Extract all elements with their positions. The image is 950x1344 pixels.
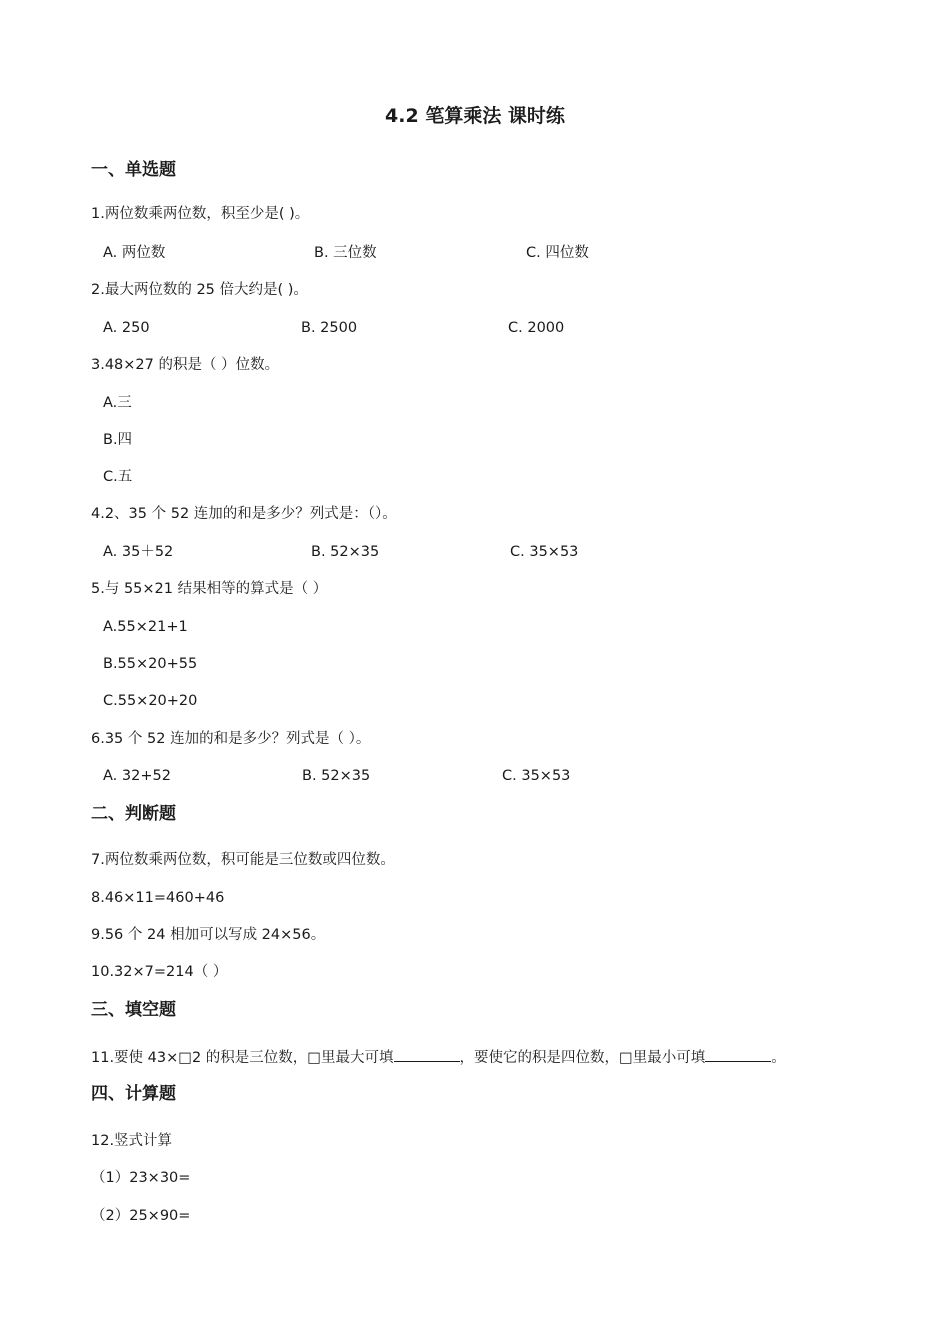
question-11-part1: 11.要使 43×□2 的积是三位数，□里最大可填: [91, 1050, 394, 1066]
question-4-option-c: C. 35×53: [510, 544, 579, 560]
question-1-option-b: B. 三位数: [314, 245, 377, 261]
question-12-sub-1: （1）23×30=: [91, 1170, 191, 1186]
question-3-option-a: A.三: [103, 395, 132, 411]
page-title: 4.2 笔算乘法 课时练: [385, 105, 565, 127]
question-3-option-b: B.四: [103, 432, 133, 448]
section-heading-single-choice: 一、单选题: [91, 160, 176, 180]
question-5-option-a: A.55×21+1: [103, 619, 188, 635]
question-12-stem: 12.竖式计算: [91, 1133, 173, 1149]
question-6-option-b: B. 52×35: [302, 768, 371, 784]
section-heading-true-false: 二、判断题: [91, 804, 176, 824]
question-10: 10.32×7=214（ ）: [91, 964, 228, 980]
question-5-option-c: C.55×20+20: [103, 693, 198, 709]
question-11-part3: 。: [771, 1050, 786, 1066]
question-11: [91, 1047, 786, 1067]
question-9: 9.56 个 24 相加可以写成 24×56。: [91, 927, 326, 943]
question-6-stem: 6.35 个 52 连加的和是多少？列式是（ ）。: [91, 731, 371, 747]
question-11-part2: ，要使它的积是四位数，□里最小可填: [459, 1050, 706, 1066]
question-7: 7.两位数乘两位数，积可能是三位数或四位数。: [91, 852, 395, 868]
section-heading-fill-in: 三、填空题: [91, 1000, 176, 1020]
question-5-option-b: B.55×20+55: [103, 656, 198, 672]
question-1-stem: 1.两位数乘两位数，积至少是( )。: [91, 206, 310, 222]
question-2-option-c: C. 2000: [508, 320, 565, 336]
question-4-stem: 4.2、35 个 52 连加的和是多少？列式是：（）。: [91, 506, 397, 522]
question-1-option-a: A. 两位数: [103, 245, 166, 261]
question-11-blank-1[interactable]: [394, 1047, 460, 1062]
question-2-option-a: A. 250: [103, 320, 150, 336]
question-12-sub-2: （2）25×90=: [91, 1208, 191, 1224]
question-2-stem: 2.最大两位数的 25 倍大约是( )。: [91, 282, 308, 298]
question-6-option-a: A. 32+52: [103, 768, 171, 784]
question-6-option-c: C. 35×53: [502, 768, 571, 784]
question-8: 8.46×11=460+46: [91, 890, 225, 906]
question-11-blank-2[interactable]: [705, 1047, 771, 1062]
question-3-option-c: C.五: [103, 469, 133, 485]
section-heading-calculation: 四、计算题: [91, 1084, 176, 1104]
question-4-option-a: A. 35＋52: [103, 544, 174, 560]
question-4-option-b: B. 52×35: [311, 544, 380, 560]
question-3-stem: 3.48×27 的积是（ ）位数。: [91, 357, 280, 373]
question-2-option-b: B. 2500: [301, 320, 358, 336]
question-1-option-c: C. 四位数: [526, 245, 589, 261]
question-5-stem: 5.与 55×21 结果相等的算式是（ ）: [91, 581, 328, 597]
